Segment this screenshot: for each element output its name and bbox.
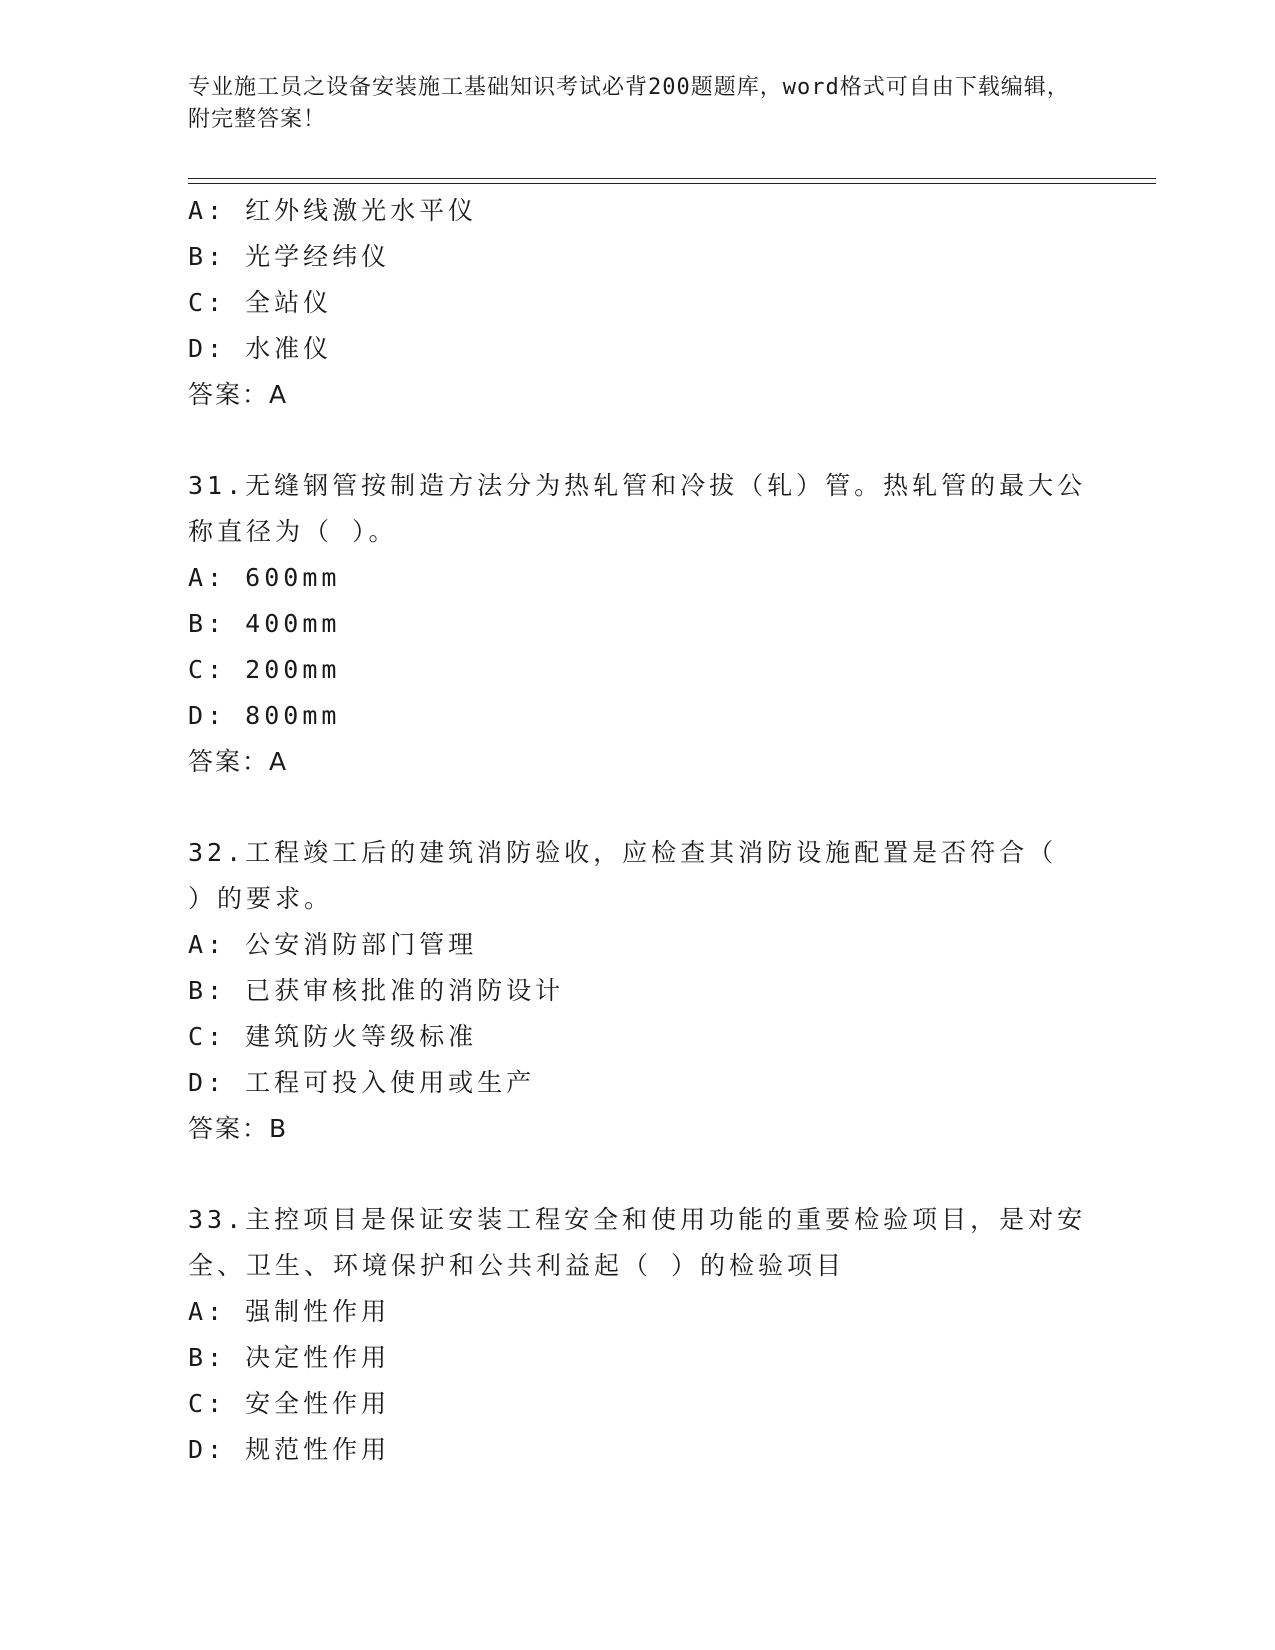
option-c: [188, 647, 1088, 693]
option-letter: C:: [188, 655, 227, 684]
option-text: 光学经纬仪: [245, 242, 391, 271]
option-d: [188, 693, 1088, 739]
option-letter: B:: [188, 1343, 227, 1372]
question-stem: 31.无缝钢管按制造方法分为热轧管和冷拔（轧）管。热轧管的最大公称直径为（ ）。: [188, 471, 1087, 546]
option-text: 建筑防火等级标准: [245, 1022, 478, 1051]
option-text: 安全性作用: [245, 1389, 391, 1418]
document-header: [188, 72, 1088, 136]
option-letter: A:: [188, 196, 227, 225]
answer-line: 答案：A: [188, 380, 289, 409]
option-letter: B:: [188, 242, 227, 271]
option-a: [188, 1289, 1088, 1335]
option-letter: B:: [188, 609, 227, 638]
option-c: [188, 1014, 1088, 1060]
question-33: [188, 1197, 1088, 1473]
option-a: [188, 922, 1088, 968]
option-a: [188, 188, 1088, 234]
option-b: [188, 234, 1088, 280]
question-stem: 32.工程竣工后的建筑消防验收，应检查其消防设施配置是否符合（ ）的要求。: [188, 838, 1058, 913]
option-letter: B:: [188, 976, 227, 1005]
answer-line: 答案：A: [188, 747, 289, 776]
question-stem: 33.主控项目是保证安装工程安全和使用功能的重要检验项目，是对安全、卫生、环境保护和公共利益起（ ）的检验项目: [188, 1205, 1087, 1280]
option-text: 水准仪: [245, 334, 333, 363]
option-text: 600mm: [245, 563, 341, 592]
option-letter: D:: [188, 701, 227, 730]
option-d: [188, 326, 1088, 372]
option-letter: C:: [188, 1022, 227, 1051]
option-b: [188, 601, 1088, 647]
answer-line: 答案：B: [188, 1114, 289, 1143]
header-divider-top: [188, 178, 1156, 179]
option-d: [188, 1427, 1088, 1473]
option-d: [188, 1060, 1088, 1106]
option-text: 决定性作用: [245, 1343, 391, 1372]
option-text: 全站仪: [245, 288, 333, 317]
option-c: [188, 1381, 1088, 1427]
option-letter: C:: [188, 1389, 227, 1418]
option-c: [188, 280, 1088, 326]
option-text: 规范性作用: [245, 1435, 391, 1464]
question-32: [188, 830, 1088, 1152]
option-letter: D:: [188, 334, 227, 363]
option-b: [188, 1335, 1088, 1381]
question-31: [188, 463, 1088, 785]
option-text: 强制性作用: [245, 1297, 391, 1326]
option-text: 工程可投入使用或生产: [245, 1068, 536, 1097]
option-letter: A:: [188, 1297, 227, 1326]
option-letter: A:: [188, 563, 227, 592]
question-block-continued: [188, 188, 1088, 418]
option-text: 800mm: [245, 701, 341, 730]
option-letter: D:: [188, 1435, 227, 1464]
option-text: 已获审核批准的消防设计: [245, 976, 565, 1005]
option-text: 400mm: [245, 609, 341, 638]
option-letter: A:: [188, 930, 227, 959]
question-list: [188, 188, 1088, 1473]
option-letter: D:: [188, 1068, 227, 1097]
option-text: 公安消防部门管理: [245, 930, 478, 959]
header-divider-bottom: [188, 183, 1156, 184]
option-b: [188, 968, 1088, 1014]
option-letter: C:: [188, 288, 227, 317]
option-a: [188, 555, 1088, 601]
option-text: 200mm: [245, 655, 341, 684]
option-text: 红外线激光水平仪: [245, 196, 478, 225]
document-title: 专业施工员之设备安装施工基础知识考试必背200题题库，word格式可自由下载编辑，附完整答案！: [188, 75, 1070, 132]
